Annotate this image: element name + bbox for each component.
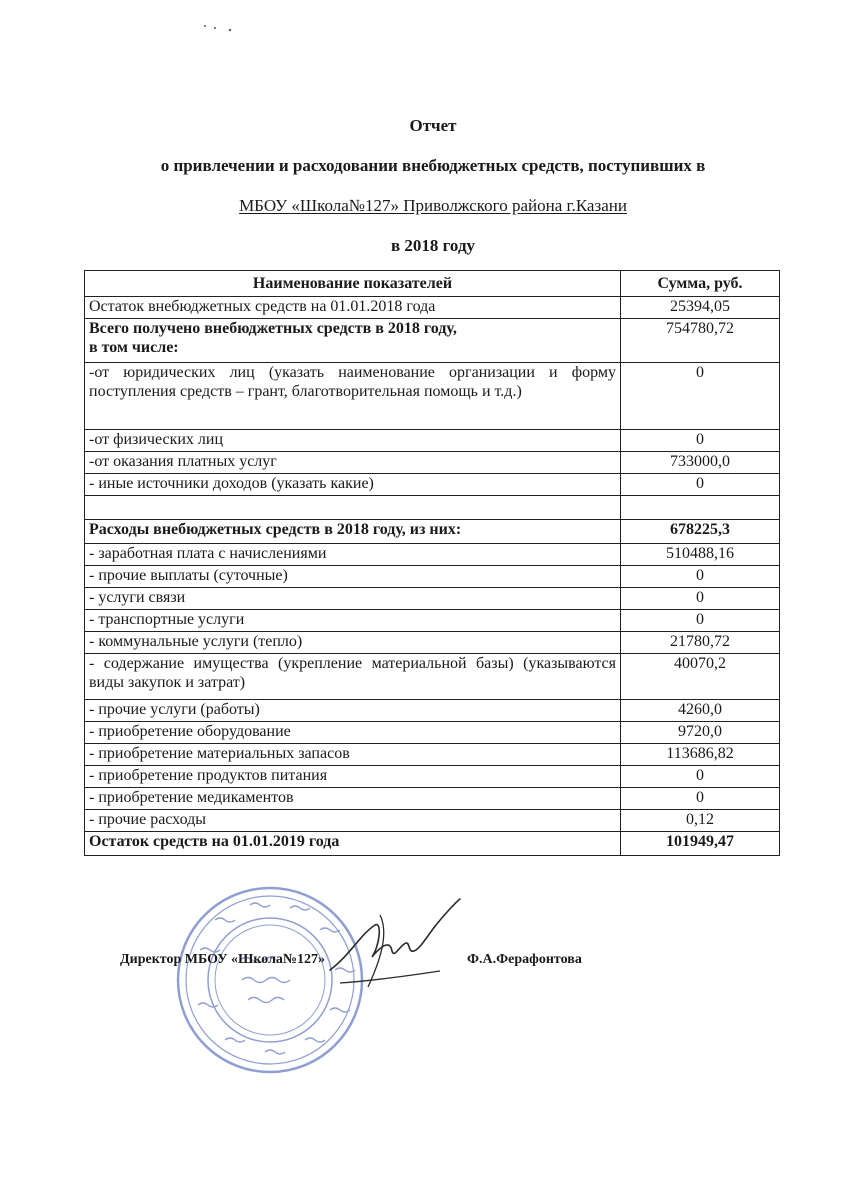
row-label: - приобретение продуктов питания — [85, 766, 621, 788]
row-label: - прочие расходы — [85, 810, 621, 832]
row-value: 0 — [621, 788, 780, 810]
report-year: в 2018 году — [390, 236, 476, 255]
row-label: - содержание имущества (укрепление материальной базы) (указываются виды закупок и затрат) — [85, 654, 621, 700]
signatory-name: Ф.А.Ферафонтова — [467, 952, 582, 967]
table-row — [85, 430, 780, 452]
table-row — [85, 452, 780, 474]
row-value: 0,12 — [621, 810, 780, 832]
report-subtitle: о привлечении и расходовании внебюджетных средств, поступивших в — [160, 156, 706, 175]
row-value: 113686,82 — [621, 744, 780, 766]
table-row — [85, 810, 780, 832]
table-row — [85, 766, 780, 788]
row-value: 0 — [621, 474, 780, 496]
row-label: - приобретение медикаментов — [85, 788, 621, 810]
signature-icon — [320, 895, 470, 995]
row-value: 40070,2 — [621, 654, 780, 700]
row-value: 754780,72 — [621, 319, 780, 363]
table-row — [85, 744, 780, 766]
row-value: 4260,0 — [621, 700, 780, 722]
table-row — [85, 788, 780, 810]
column-header-indicator: Наименование показателей — [85, 271, 621, 297]
table-row — [85, 544, 780, 566]
table-row — [85, 654, 780, 700]
table-row — [85, 474, 780, 496]
table-row-closing-balance — [85, 832, 780, 856]
row-label: -от юридических лиц (указать наименование организации и форму поступления средств – грант, благотворительная помощь и т.д.) — [85, 363, 621, 430]
row-value: 733000,0 — [621, 452, 780, 474]
row-label: - транспортные услуги — [85, 610, 621, 632]
row-label: - прочие выплаты (суточные) — [85, 566, 621, 588]
signatory-position: Директор МБОУ «Школа№127» — [120, 952, 325, 967]
table-row — [85, 363, 780, 430]
row-value: 9720,0 — [621, 722, 780, 744]
table-row — [85, 632, 780, 654]
table-row-empty — [85, 496, 780, 520]
institution-name: МБОУ «Школа№127» Приволжского района г.Казани — [239, 196, 627, 215]
table-row — [85, 588, 780, 610]
row-value: 101949,47 — [621, 832, 780, 856]
row-value: 510488,16 — [621, 544, 780, 566]
row-value: 21780,72 — [621, 632, 780, 654]
table-row — [85, 700, 780, 722]
row-label: Остаток внебюджетных средств на 01.01.2018 года — [85, 297, 621, 319]
row-label: - заработная плата с начислениями — [85, 544, 621, 566]
scan-artifacts — [0, 0, 866, 40]
table-row-total-received — [85, 319, 780, 363]
row-value: 0 — [621, 430, 780, 452]
report-table — [84, 270, 780, 856]
report-title: Отчет — [409, 116, 457, 135]
row-label: - иные источники доходов (указать какие) — [85, 474, 621, 496]
row-label: -от физических лиц — [85, 430, 621, 452]
row-label: Остаток средств на 01.01.2019 года — [85, 832, 621, 856]
table-header-row — [85, 271, 780, 297]
row-value: 25394,05 — [621, 297, 780, 319]
table-row — [85, 566, 780, 588]
row-label: Всего получено внебюджетных средств в 2018 году, в том числе: — [85, 319, 621, 363]
row-label: - приобретение оборудование — [85, 722, 621, 744]
table-row — [85, 297, 780, 319]
row-label: -от оказания платных услуг — [85, 452, 621, 474]
row-value: 0 — [621, 363, 780, 430]
row-value: 0 — [621, 566, 780, 588]
table-row — [85, 722, 780, 744]
row-label: - коммунальные услуги (тепло) — [85, 632, 621, 654]
row-value: 678225,3 — [621, 520, 780, 544]
row-value: 0 — [621, 588, 780, 610]
row-label: - приобретение материальных запасов — [85, 744, 621, 766]
row-label: - услуги связи — [85, 588, 621, 610]
table-row-expenses-total — [85, 520, 780, 544]
row-label: - прочие услуги (работы) — [85, 700, 621, 722]
table-row — [85, 610, 780, 632]
row-value: 0 — [621, 766, 780, 788]
column-header-amount: Сумма, руб. — [621, 271, 780, 297]
row-value: 0 — [621, 610, 780, 632]
row-label: Расходы внебюджетных средств в 2018 году, из них: — [85, 520, 621, 544]
